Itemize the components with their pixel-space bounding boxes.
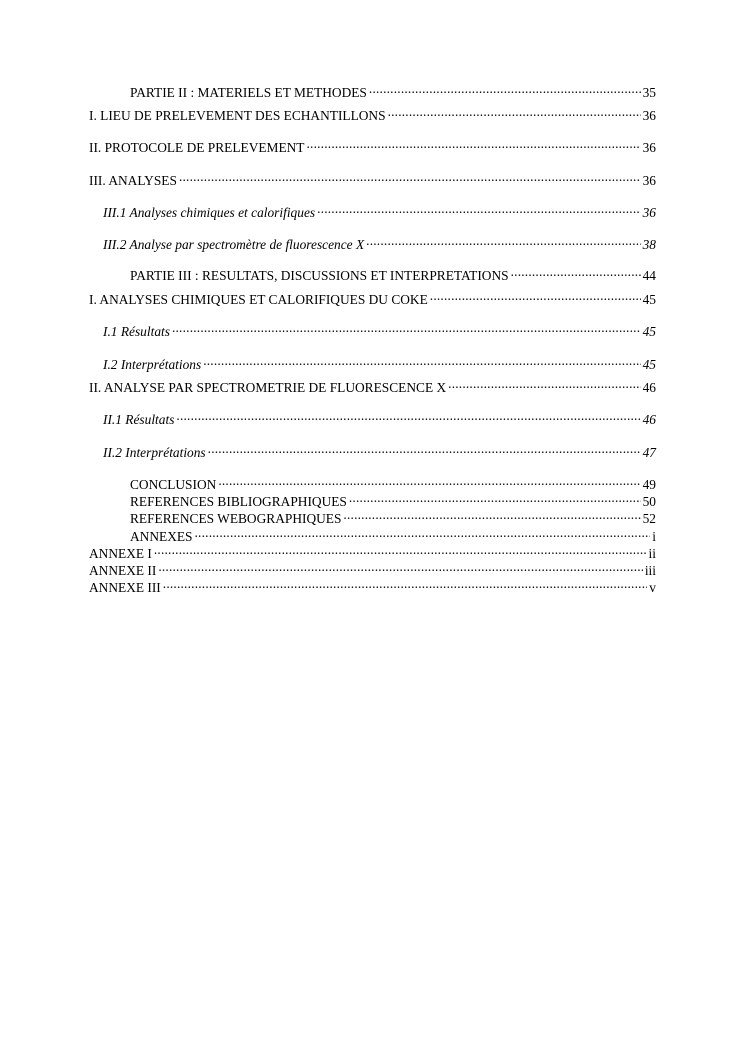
toc-dot-leader bbox=[208, 440, 641, 457]
toc-entry-title: I.1 Résultats bbox=[103, 324, 170, 339]
toc-dot-leader bbox=[176, 407, 640, 424]
toc-entry-resultats-2[interactable] bbox=[89, 407, 656, 427]
toc-entry-title: ANNEXE II bbox=[89, 563, 157, 578]
toc-dot-leader bbox=[218, 472, 640, 489]
toc-entry-title: III.2 Analyse par spectromètre de fluorescence X bbox=[103, 237, 365, 252]
toc-entry-page: 52 bbox=[642, 511, 656, 526]
toc-entry-title: II.1 Résultats bbox=[103, 412, 175, 427]
toc-entry-analyses[interactable] bbox=[89, 168, 656, 188]
toc-entry-page: 46 bbox=[642, 380, 656, 395]
toc-entry-interpretations-2[interactable] bbox=[89, 440, 656, 460]
toc-entry-title: III. ANALYSES bbox=[89, 173, 177, 188]
toc-entry-protocole[interactable] bbox=[89, 135, 656, 155]
toc-entry-annexe-i[interactable] bbox=[89, 541, 656, 561]
toc-entry-annexe-iii[interactable] bbox=[89, 575, 656, 595]
toc-entry-partie-ii[interactable] bbox=[89, 80, 656, 100]
toc-entry-conclusion[interactable] bbox=[89, 472, 656, 492]
toc-entry-lieu-prelevement[interactable] bbox=[89, 103, 656, 123]
toc-dot-leader bbox=[430, 287, 641, 304]
toc-dot-leader bbox=[343, 506, 640, 523]
toc-dot-leader bbox=[163, 575, 648, 592]
toc-dot-leader bbox=[203, 352, 640, 369]
toc-entry-page: 38 bbox=[642, 237, 656, 252]
toc-dot-leader bbox=[448, 375, 640, 392]
toc-dot-leader bbox=[179, 168, 641, 185]
toc-entry-page: 44 bbox=[642, 268, 656, 283]
toc-dot-leader bbox=[369, 80, 641, 97]
toc-entry-page: ii bbox=[648, 546, 656, 561]
toc-entry-annexes[interactable] bbox=[89, 524, 656, 544]
toc-entry-interpretations-1[interactable] bbox=[89, 352, 656, 372]
toc-entry-page: 36 bbox=[642, 140, 656, 155]
toc-entry-title: ANNEXES bbox=[130, 529, 193, 544]
toc-entry-annexe-ii[interactable] bbox=[89, 558, 656, 578]
toc-dot-leader bbox=[317, 200, 641, 217]
toc-entry-title: REFERENCES BIBLIOGRAPHIQUES bbox=[130, 494, 347, 509]
toc-entry-spectrometre[interactable] bbox=[89, 232, 656, 252]
toc-entry-page: 49 bbox=[642, 477, 656, 492]
toc-entry-page: 47 bbox=[642, 445, 656, 460]
toc-entry-title: ANNEXE III bbox=[89, 580, 161, 595]
toc-entry-title: III.1 Analyses chimiques et calorifiques bbox=[103, 205, 316, 220]
toc-entry-page: 50 bbox=[642, 494, 656, 509]
toc-entry-analyses-coke[interactable] bbox=[89, 287, 656, 307]
toc-entry-references-webographiques[interactable] bbox=[89, 506, 656, 526]
toc-entry-page: 36 bbox=[642, 173, 656, 188]
toc-entry-page: 36 bbox=[642, 205, 656, 220]
toc-entry-page: iii bbox=[644, 563, 656, 578]
toc-entry-title: I. LIEU DE PRELEVEMENT DES ECHANTILLONS bbox=[89, 108, 386, 123]
toc-entry-page: 46 bbox=[642, 412, 656, 427]
toc-entry-page: i bbox=[652, 529, 656, 544]
toc-entry-references-bibliographiques[interactable] bbox=[89, 489, 656, 509]
toc-dot-leader bbox=[195, 524, 651, 541]
toc-entry-analyses-chimiques[interactable] bbox=[89, 200, 656, 220]
toc-entry-title: REFERENCES WEBOGRAPHIQUES bbox=[130, 511, 342, 526]
toc-entry-page: v bbox=[649, 580, 656, 595]
toc-dot-leader bbox=[306, 135, 640, 152]
toc-entry-fluorescence[interactable] bbox=[89, 375, 656, 395]
toc-dot-leader bbox=[154, 541, 647, 558]
toc-entry-page: 35 bbox=[642, 85, 656, 100]
toc-entry-title: II.2 Interprétations bbox=[103, 445, 206, 460]
toc-entry-page: 45 bbox=[642, 357, 656, 372]
toc-dot-leader bbox=[511, 263, 641, 280]
toc-dot-leader bbox=[388, 103, 641, 120]
toc-entry-title: I.2 Interprétations bbox=[103, 357, 202, 372]
toc-entry-page: 45 bbox=[642, 292, 656, 307]
toc-dot-leader bbox=[349, 489, 641, 506]
toc-entry-title: I. ANALYSES CHIMIQUES ET CALORIFIQUES DU COKE bbox=[89, 292, 428, 307]
toc-entry-title: CONCLUSION bbox=[130, 477, 217, 492]
toc-dot-leader bbox=[172, 319, 641, 336]
toc-entry-resultats-1[interactable] bbox=[89, 319, 656, 339]
toc-entry-title: II. ANALYSE PAR SPECTROMETRIE DE FLUORESCENCE X bbox=[89, 380, 447, 395]
toc-entry-partie-iii[interactable] bbox=[89, 263, 656, 283]
toc-dot-leader bbox=[366, 232, 640, 249]
toc-entry-title: ANNEXE I bbox=[89, 546, 152, 561]
toc-entry-page: 45 bbox=[642, 324, 656, 339]
toc-entry-page: 36 bbox=[642, 108, 656, 123]
toc-entry-title: II. PROTOCOLE DE PRELEVEMENT bbox=[89, 140, 305, 155]
toc-entry-title: PARTIE II : MATERIELS ET METHODES bbox=[130, 85, 367, 100]
toc-dot-leader bbox=[158, 558, 643, 575]
toc-entry-title: PARTIE III : RESULTATS, DISCUSSIONS ET INTERPRETATIONS bbox=[130, 268, 509, 283]
